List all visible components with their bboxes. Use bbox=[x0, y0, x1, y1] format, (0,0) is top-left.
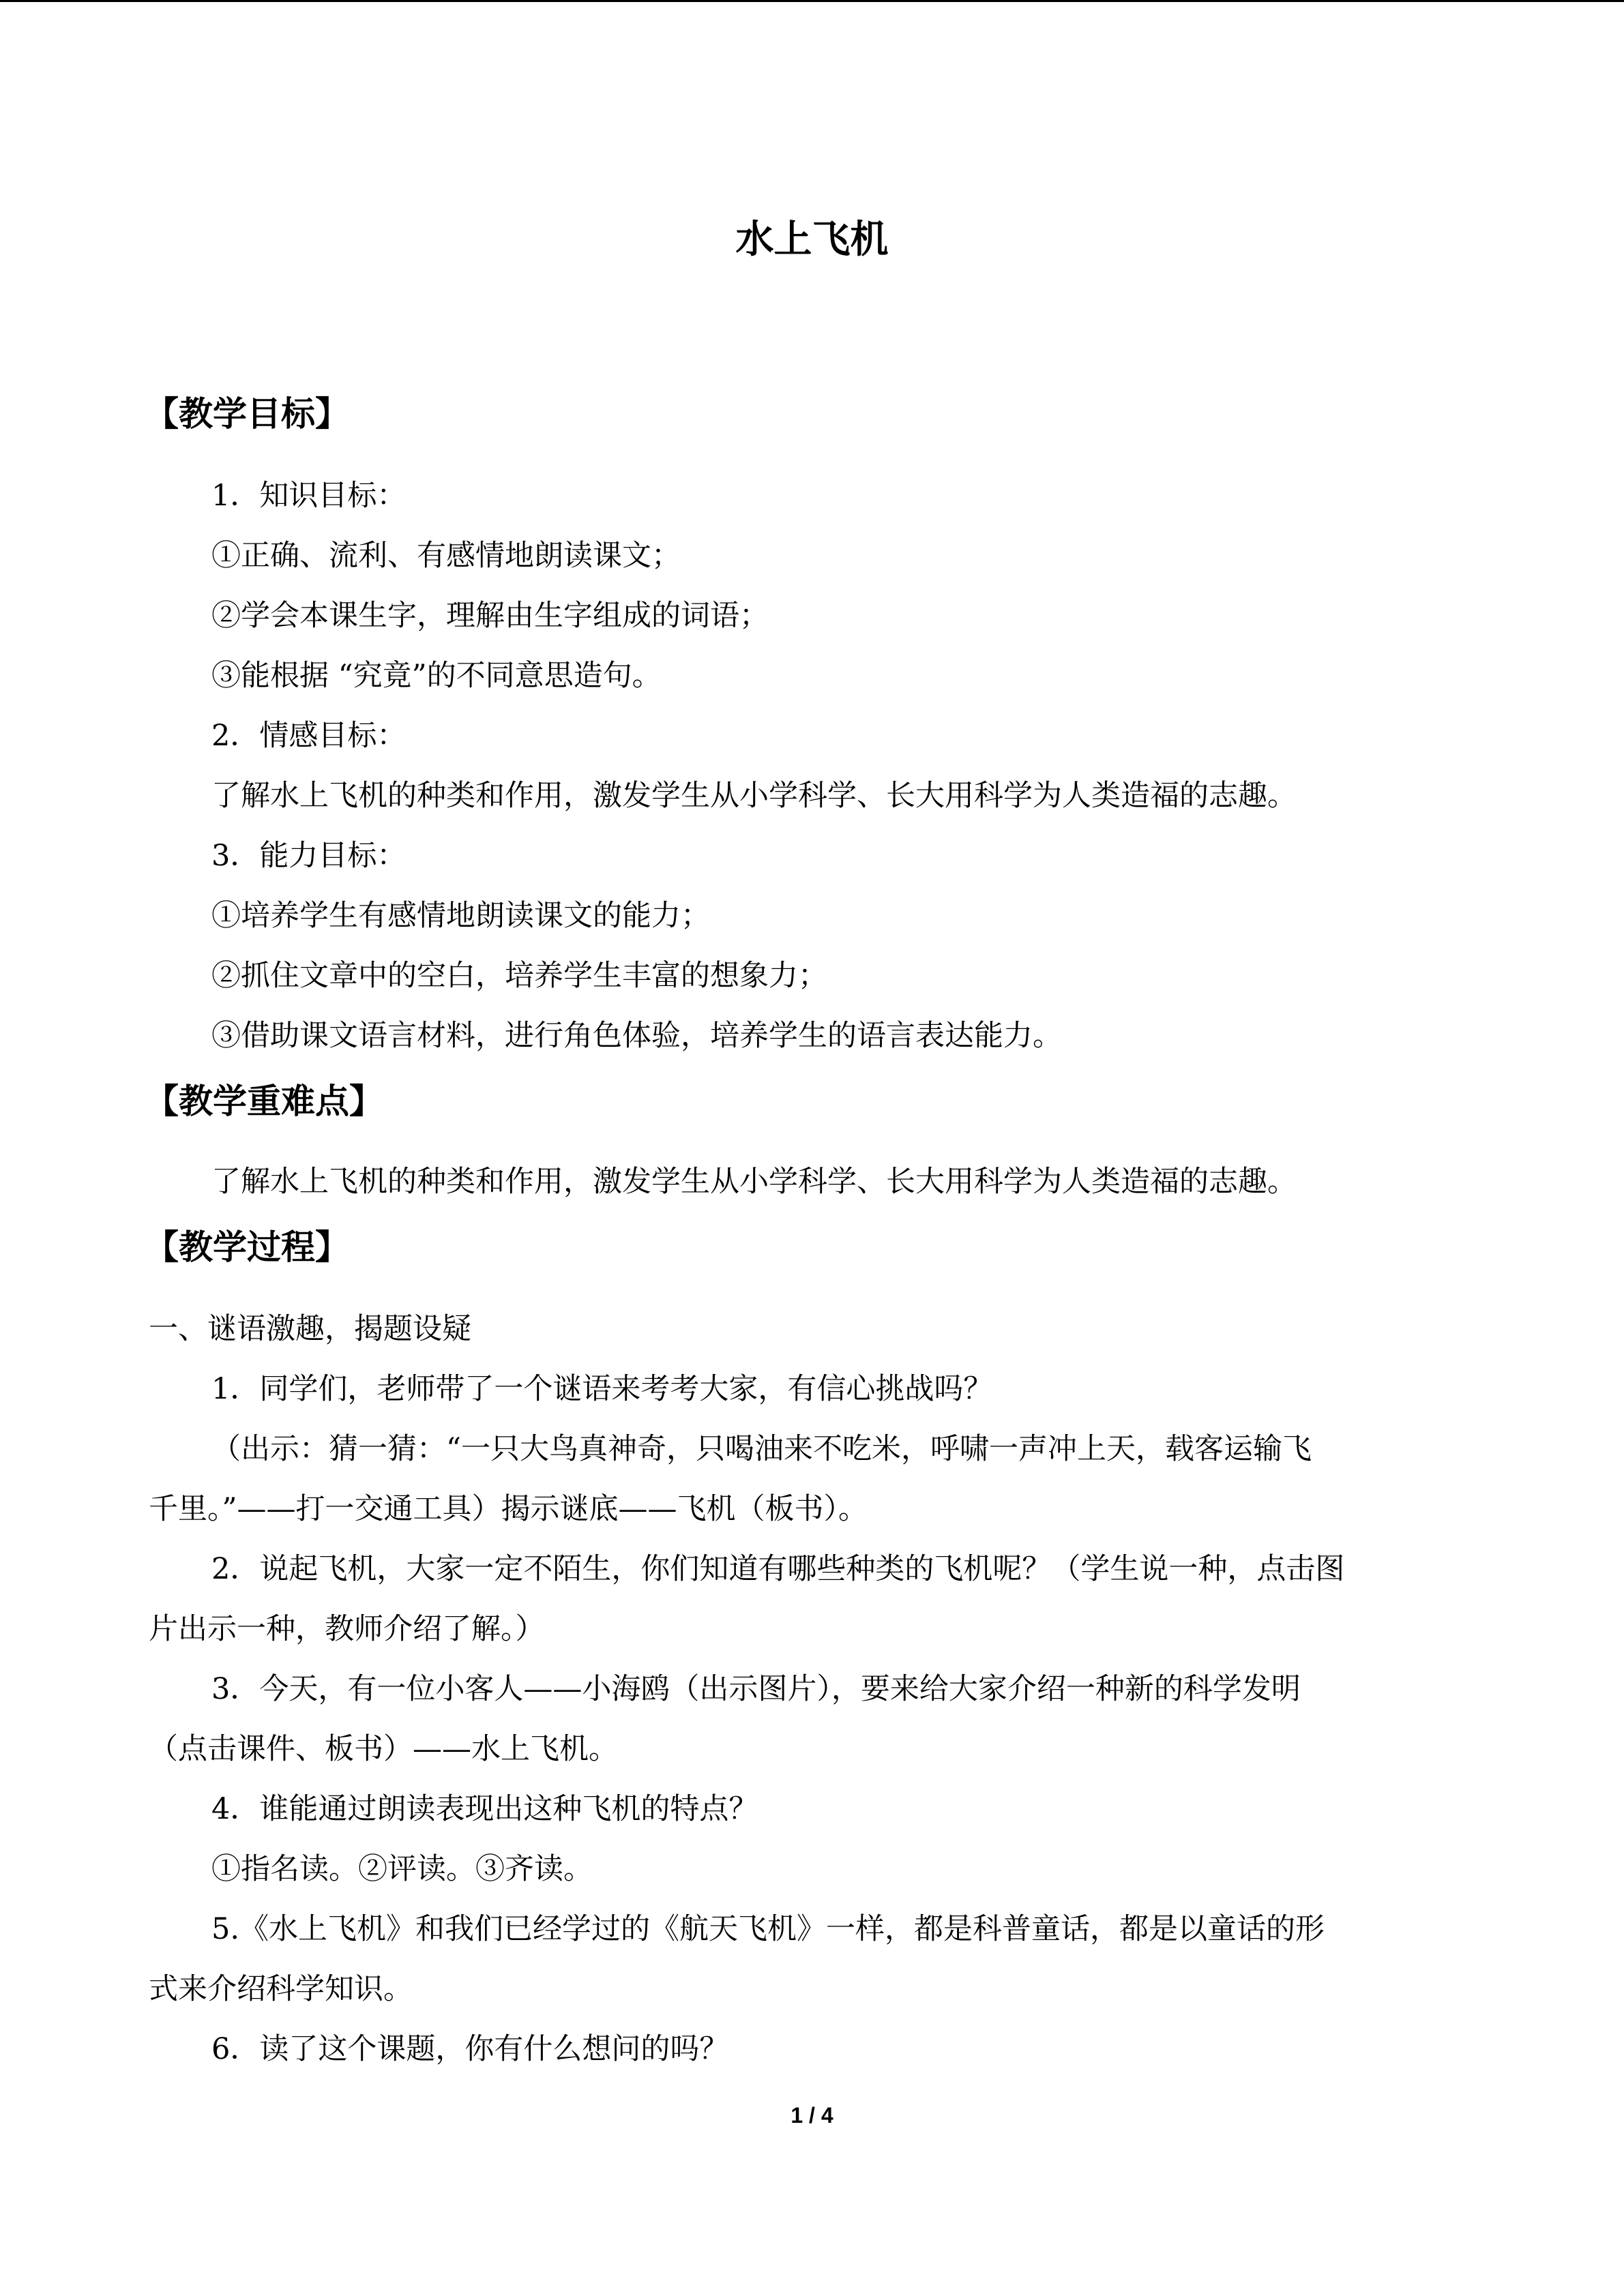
section-heading-process: 【教学过程】 bbox=[145, 1227, 349, 1267]
process-line: 片出示一种，教师介绍了解。） bbox=[149, 1612, 545, 1646]
objective-line: 1．知识目标： bbox=[211, 479, 407, 513]
key-point-line: 了解水上飞机的种类和作用，激发学生从小学科学、长大用科学为人类造福的志趣。 bbox=[211, 1165, 1297, 1199]
process-line: （出示：猜一猜：“一只大鸟真神奇，只喝油来不吃米，呼啸一声冲上天，载客运输飞 bbox=[211, 1432, 1312, 1466]
objective-line: ②学会本课生字，理解由生字组成的词语； bbox=[211, 599, 769, 633]
process-line: 3．今天，有一位小客人——小海鸥（出示图片），要来给大家介绍一种新的科学发明 bbox=[211, 1672, 1301, 1706]
objective-line: ②抓住文章中的空白，培养学生丰富的想象力； bbox=[211, 959, 827, 993]
top-border-line bbox=[0, 0, 1624, 2]
section-heading-objectives: 【教学目标】 bbox=[145, 394, 349, 434]
objective-line: ①正确、流利、有感情地朗读课文； bbox=[211, 539, 681, 573]
process-line: ①指名读。②评读。③齐读。 bbox=[211, 1852, 593, 1886]
process-line: 式来介绍科学知识。 bbox=[149, 1972, 413, 2006]
section-heading-key-points: 【教学重难点】 bbox=[145, 1082, 383, 1121]
process-line: 千里。”——打一交通工具）揭示谜底——飞机（板书）。 bbox=[149, 1492, 868, 1526]
process-line: 2．说起飞机，大家一定不陌生，你们知道有哪些种类的飞机呢？（学生说一种，点击图 bbox=[211, 1552, 1345, 1586]
objective-line: 3．能力目标： bbox=[211, 839, 407, 873]
objective-line: ③能根据 “究竟”的不同意思造句。 bbox=[211, 659, 662, 693]
page-number: 1 / 4 bbox=[791, 2103, 833, 2128]
process-line: 4．谁能通过朗读表现出这种飞机的特点？ bbox=[211, 1792, 758, 1826]
objective-line: 了解水上飞机的种类和作用，激发学生从小学科学、长大用科学为人类造福的志趣。 bbox=[211, 779, 1297, 813]
objective-line: ③借助课文语言材料，进行角色体验，培养学生的语言表达能力。 bbox=[211, 1019, 1062, 1053]
process-line: 一、谜语激趣，揭题设疑 bbox=[149, 1312, 471, 1346]
process-line: 1．同学们，老师带了一个谜语来考考大家，有信心挑战吗？ bbox=[211, 1372, 993, 1406]
document-title: 水上飞机 bbox=[735, 218, 889, 262]
process-line: 5.《水上飞机》和我们已经学过的《航天飞机》一样，都是科普童话，都是以童话的形 bbox=[211, 1912, 1325, 1946]
objective-line: ①培养学生有感情地朗读课文的能力； bbox=[211, 899, 710, 933]
process-line: 6．读了这个课题，你有什么想问的吗？ bbox=[211, 2032, 729, 2066]
process-line: （点击课件、板书）——水上飞机。 bbox=[149, 1732, 618, 1766]
objective-line: 2．情感目标： bbox=[211, 719, 407, 753]
